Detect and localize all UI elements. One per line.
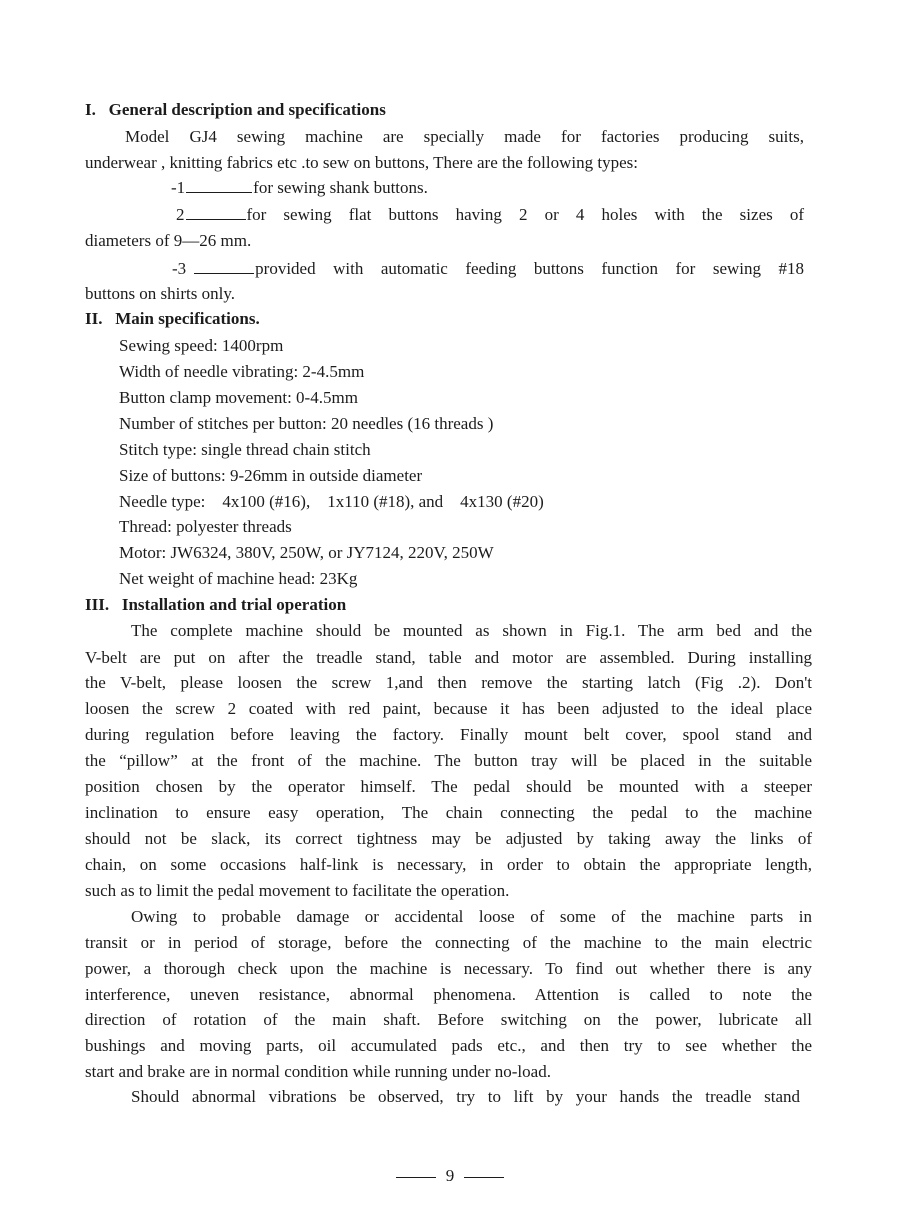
paragraph-line: Model GJ4 sewing machine are specially made for factories producing suits, (125, 127, 804, 146)
footer-rule-right (464, 1177, 504, 1178)
paragraph-line: during regulation before leaving the factory. Finally mount belt cover, spool stand and (85, 725, 812, 744)
paragraph-line: start and brake are in normal condition while running under no-load. (85, 1062, 551, 1081)
paragraph-line: bushings and moving parts, oil accumulated pads etc., and then try to see whether the (85, 1036, 812, 1055)
spec-item: Number of stitches per button: 20 needles (16 threads ) (119, 414, 494, 433)
type-number: -3 (172, 259, 187, 278)
paragraph-line: position chosen by the operator himself. The pedal should be mounted with a steeper (85, 777, 812, 796)
page-footer (0, 1166, 900, 1186)
paragraph-line: power, a thorough check upon the machine is necessary. To find out whether there is any (85, 959, 812, 978)
spec-item: Motor: JW6324, 380V, 250W, or JY7124, 220V, 250W (119, 543, 494, 562)
dash-rule (186, 219, 246, 220)
paragraph-line: should not be slack, its correct tightness may be adjusted by taking away the links of (85, 829, 812, 848)
paragraph-line: interference, uneven resistance, abnormal phenomena. Attention is called to note the (85, 985, 812, 1004)
type-number: 2 (176, 205, 185, 224)
section-number: I. (85, 100, 96, 119)
type-item-2 (176, 202, 804, 228)
paragraph-line: such as to limit the pedal movement to facilitate the operation. (85, 881, 510, 900)
paragraph-line: the V-belt, please loosen the screw 1,and then remove the starting latch (Fig .2). Don't (85, 673, 812, 692)
section-title: Main specifications. (115, 309, 260, 328)
spec-item: Button clamp movement: 0-4.5mm (119, 388, 358, 407)
dash-rule (194, 273, 254, 274)
section-title: General description and specifications (108, 100, 386, 119)
spec-item: Needle type: 4x100 (#16), 1x110 (#18), and 4x130 (#20) (119, 492, 544, 511)
spec-item: Net weight of machine head: 23Kg (119, 569, 358, 588)
paragraph-line: direction of rotation of the main shaft. Before switching on the power, lubricate all (85, 1010, 812, 1029)
type-number: -1 (171, 178, 186, 197)
spec-item: Width of needle vibrating: 2-4.5mm (119, 362, 365, 381)
paragraph-line: V-belt are put on after the treadle stand, table and motor are assembled. During installing (85, 648, 812, 667)
spec-item: Sewing speed: 1400rpm (119, 336, 284, 355)
paragraph-line: Should abnormal vibrations be observed, try to lift by your hands the treadle stand (131, 1087, 800, 1106)
section-heading-1 (85, 97, 812, 123)
type-description: for sewing shank buttons. (253, 178, 428, 197)
footer-rule-left (396, 1177, 436, 1178)
paragraph-line: transit or in period of storage, before the connecting of the machine to the main electric (85, 933, 812, 952)
section-number: II. (85, 309, 103, 328)
section-number: III. (85, 595, 110, 614)
spec-item: Thread: polyester threads (119, 517, 292, 536)
type-description: for sewing flat buttons having 2 or 4 holes with the sizes of (246, 205, 804, 224)
dash-rule (186, 192, 252, 193)
paragraph-line: diameters of 9—26 mm. (85, 231, 252, 250)
section-heading-2 (85, 306, 812, 332)
paragraph-line: The complete machine should be mounted as shown in Fig.1. The arm bed and the (131, 621, 812, 640)
paragraph-line: Owing to probable damage or accidental loose of some of the machine parts in (131, 907, 812, 926)
paragraph-line: the “pillow” at the front of the machine. The button tray will be placed in the suitable (85, 751, 812, 770)
spec-item: Size of buttons: 9-26mm in outside diameter (119, 466, 423, 485)
spec-item: Stitch type: single thread chain stitch (119, 440, 371, 459)
paragraph-line: chain, on some occasions half-link is necessary, in order to obtain the appropriate length, (85, 855, 812, 874)
paragraph-line: loosen the screw 2 coated with red paint, because it has been adjusted to the ideal place (85, 699, 812, 718)
type-item-3 (172, 256, 804, 282)
type-description: provided with automatic feeding buttons function for sewing #18 (255, 259, 804, 278)
type-item-1 (171, 175, 428, 201)
page-number: 9 (445, 1166, 455, 1185)
paragraph-line: buttons on shirts only. (85, 284, 236, 303)
paragraph-line: inclination to ensure easy operation, The chain connecting the pedal to the machine (85, 803, 812, 822)
section-title: Installation and trial operation (121, 595, 347, 614)
paragraph-line: underwear , knitting fabrics etc .to sew on buttons, There are the following types: (85, 153, 638, 172)
section-heading-3 (85, 592, 812, 618)
